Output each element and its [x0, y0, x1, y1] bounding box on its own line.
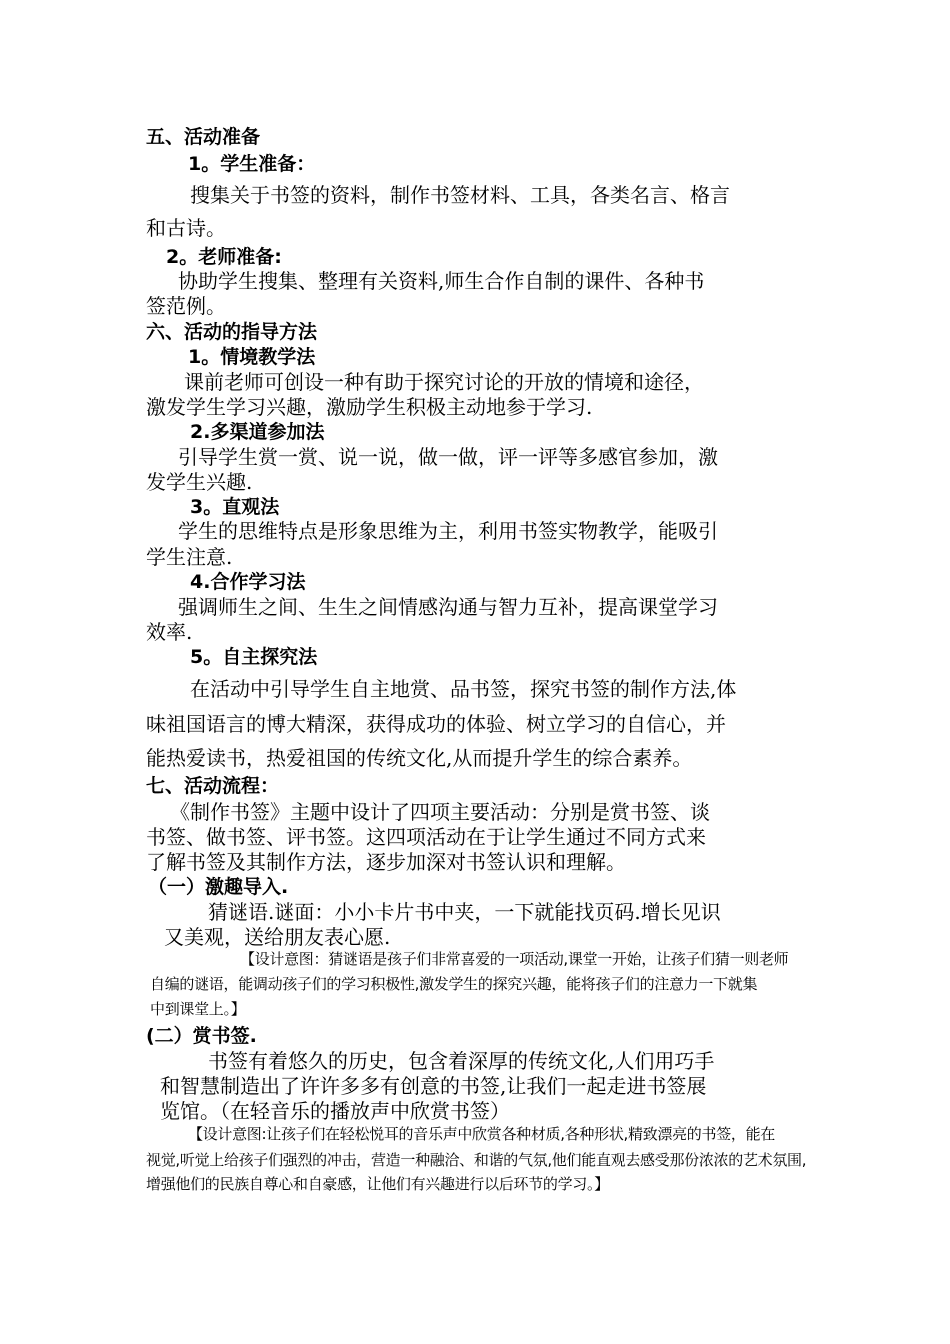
- paragraph-line: 和古诗。: [146, 216, 226, 240]
- method-heading: 5。自主探究法: [190, 646, 318, 668]
- method-heading: 2.多渠道参加法: [190, 421, 325, 443]
- paragraph-line: 猜谜语.谜面：小小卡片书中夹，一下就能找页码.增长见识: [208, 900, 721, 924]
- section-5-heading: 五、活动准备: [146, 126, 261, 148]
- method-heading: 3。直观法: [190, 496, 280, 518]
- paragraph-line: 激发学生学习兴趣，激励学生积极主动地参于学习.: [146, 395, 593, 419]
- paragraph-line: 《制作书签》主题中设计了四项主要活动：分别是赏书签、谈: [170, 800, 710, 824]
- design-note-line: 【设计意图:让孩子们在轻松悦耳的音乐声中欣赏各种材质,各种形状,精致漂亮的书签，能在: [188, 1125, 775, 1143]
- section-7-heading: 七、活动流程：: [146, 775, 280, 797]
- section-6-heading: 六、活动的指导方法: [146, 321, 318, 343]
- student-prep-heading: 1。学生准备：: [188, 153, 316, 175]
- method-heading: 4.合作学习法: [190, 571, 306, 593]
- design-note-line: 中到课堂上。】: [150, 1000, 246, 1018]
- paragraph-line: 签范例。: [146, 294, 226, 318]
- paragraph-line: 效率.: [146, 620, 193, 644]
- paragraph-line: 味祖国语言的博大精深，获得成功的体验、树立学习的自信心，并: [146, 712, 726, 736]
- paragraph-line: 又美观，送给朋友表心愿.: [164, 925, 391, 949]
- subsection-heading: (二）赏书签.: [146, 1025, 257, 1047]
- design-note-line: 自编的谜语，能调动孩子们的学习积极性,激发学生的探究兴趣，能将孩子们的注意力一下就集: [150, 975, 758, 993]
- paragraph-line: 书签有着悠久的历史，包含着深厚的传统文化,人们用巧手: [208, 1049, 715, 1073]
- design-note-line: 增强他们的民族自尊心和自豪感，让他们有兴趣进行以后环节的学习。】: [146, 1175, 609, 1193]
- paragraph-line: 课前老师可创设一种有助于探究讨论的开放的情境和途径，: [184, 370, 704, 394]
- paragraph-line: 了解书签及其制作方法，逐步加深对书签认识和理解。: [146, 850, 626, 874]
- paragraph-line: 能热爱读书，热爱祖国的传统文化,从而提升学生的综合素养。: [146, 746, 693, 770]
- paragraph-line: 学生的思维特点是形象思维为主，利用书签实物教学，能吸引: [178, 519, 718, 543]
- paragraph-line: 发学生兴趣.: [146, 470, 253, 494]
- design-note-line: 【设计意图：猜谜语是孩子们非常喜爱的一项活动,课堂一开始，让孩子们猜一则老师: [240, 950, 789, 968]
- paragraph-line: 在活动中引导学生自主地赏、品书签，探究书签的制作方法,体: [190, 677, 737, 701]
- paragraph-line: 引导学生赏一赏、说一说，做一做，评一评等多感官参加，激: [178, 445, 718, 469]
- method-heading: 1。情境教学法: [188, 346, 316, 368]
- paragraph-line: 搜集关于书签的资料，制作书签材料、工具，各类名言、格言: [190, 183, 730, 207]
- design-note-line: 视觉,听觉上给孩子们强烈的冲击，营造一种融洽、和谐的气氛,他们能直观去感受那份浓浓的艺术氛围,: [146, 1151, 807, 1169]
- subsection-heading: （一）激趣导入.: [148, 876, 289, 898]
- paragraph-line: 书签、做书签、评书签。这四项活动在于让学生通过不同方式来: [146, 825, 706, 849]
- paragraph-line: 强调师生之间、生生之间情感沟通与智力互补，提高课堂学习: [178, 595, 718, 619]
- paragraph-line: 览馆。（在轻音乐的播放声中欣赏书签）: [160, 1099, 510, 1123]
- paragraph-line: 和智慧制造出了许许多多有创意的书签,让我们一起走进书签展: [160, 1074, 707, 1098]
- teacher-prep-heading: 2。老师准备:: [166, 246, 282, 268]
- paragraph-line: 协助学生搜集、整理有关资料,师生合作自制的课件、各种书: [178, 269, 705, 293]
- paragraph-line: 学生注意.: [146, 545, 233, 569]
